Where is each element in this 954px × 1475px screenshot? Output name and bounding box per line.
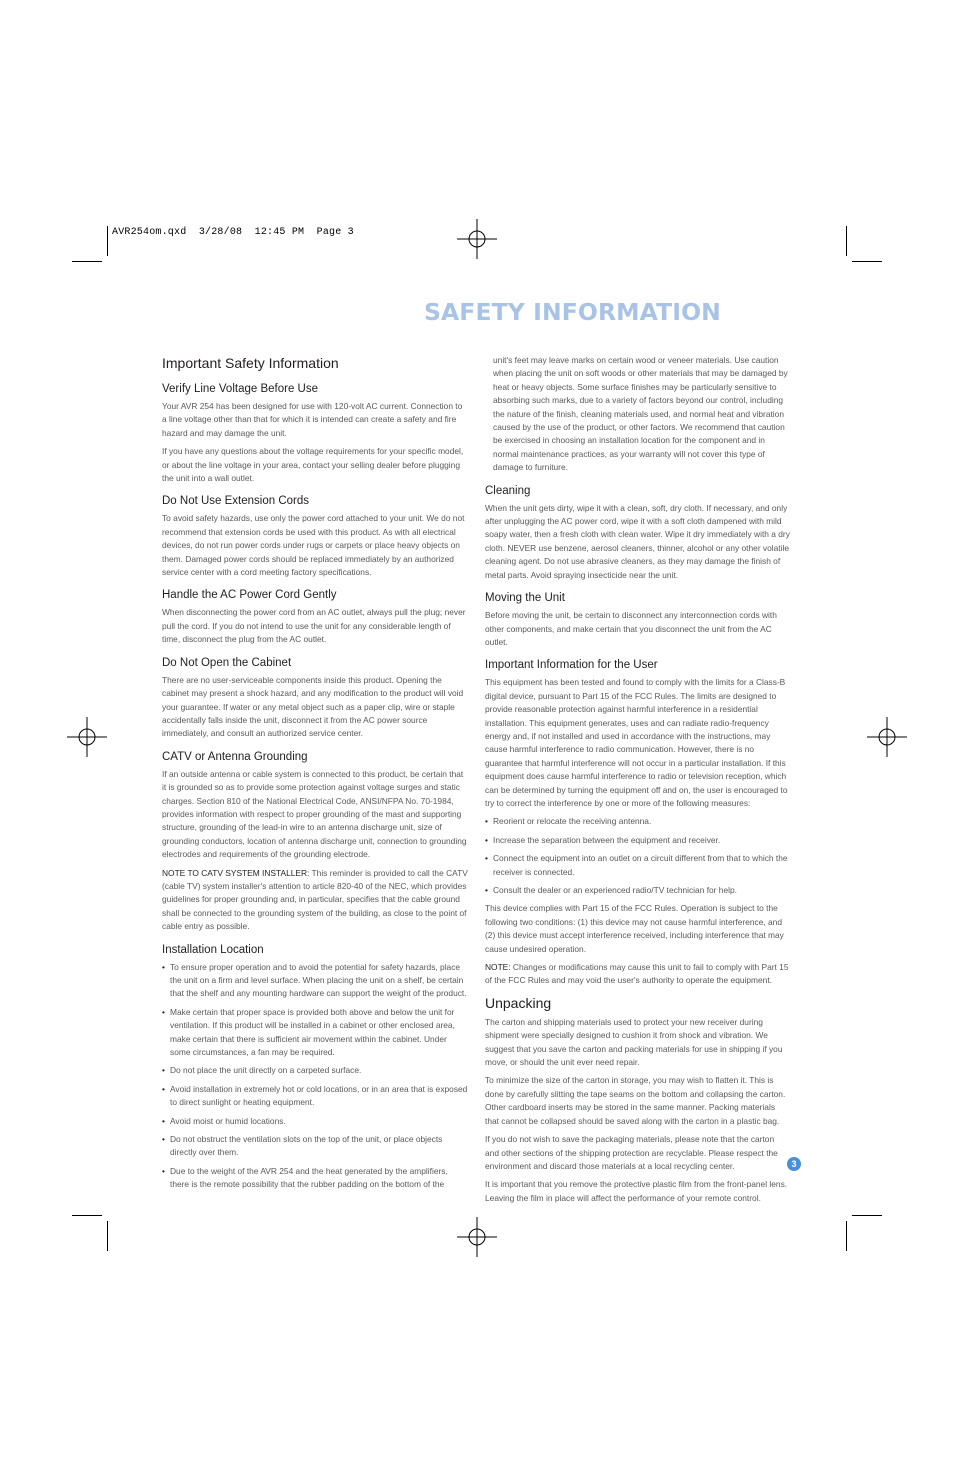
list-item: • Do not obstruct the ventilation slots on the top of the unit, or place objects directly over them.	[162, 1133, 468, 1160]
list-item: • Increase the separation between the equipment and receiver.	[485, 834, 790, 847]
list-item: • Connect the equipment into an outlet on a circuit different from that to which the receiver is connected.	[485, 852, 790, 879]
note-text: This reminder is provided to call the CATV (cable TV) system installer's attention to article 820-40 of the NEC, which provides guidelines for proper grounding and, in particular, specifies that the cable ground shall be connected to the grounding system of the building, as close to the point of cable entry as possible.	[162, 867, 468, 932]
subsection-title: Cleaning	[485, 484, 531, 497]
subsection-title: Do Not Open the Cabinet	[162, 656, 292, 669]
crop-mark	[852, 261, 882, 262]
paragraph: To minimize the size of the carton in storage, you may wish to flatten it. This is done by carefully slitting the tape seams on the bottom and collapsing the carton. Other cardboard inserts may be stored in the same manner. Packing materials that cannot be collapsed should be saved along with the carton in a plastic bag.	[485, 1075, 786, 1126]
paragraph: When the unit gets dirty, wipe it with a clean, soft, dry cloth. If necessary, and only after unplugging the AC power cord, wipe it with a soft cloth dampened with mild soapy water, then a fresh cloth with clean water. Wipe it dry immediately with a dry cloth. NEVER use benzene, aerosol cleaners, thinner, alcohol or any other volatile cleaning agent. Do not use abrasive cleaners, as they may damage the finish of metal parts. Avoid spraying insecticide near the unit.	[485, 502, 790, 580]
note-text: Changes or modifications may cause this unit to fail to comply with Part 15 of the FCC Rules and may void the user's authority to operate the equipment.	[485, 962, 789, 986]
subsection-title: CATV or Antenna Grounding	[162, 750, 308, 763]
registration-mark-icon	[867, 717, 907, 757]
note-paragraph	[485, 961, 790, 988]
paragraph: Your AVR 254 has been designed for use with 120-volt AC current. Connection to a line voltage other than that for which it is intended can create a safety and fire hazard and may damage the unit.	[162, 401, 463, 438]
subsection-title: Verify Line Voltage Before Use	[162, 383, 318, 395]
paragraph: If an outside antenna or cable system is connected to this product, be certain that it is grounded so as to provide some protection against voltage surges and static charges. Section 810 of the National Electrical Code, ANSI/NFPA No. 70-1984, provides information with respect to proper grounding of the mast and supporting structure, grounding of the lead-in wire to an antenna discharge unit, size of grounding conductors, location of antenna discharge unit, connection to grounding electrodes and requirements of the grounding electrode.	[162, 768, 467, 860]
crop-mark	[852, 1215, 882, 1216]
crop-mark	[72, 261, 102, 262]
paragraph: This equipment has been tested and found to comply with the limits for a Class-B digital device, pursuant to Part 15 of the FCC Rules. The limits are designed to provide reasonable protection against harmful interference in a residential installation. This equipment generates, uses and can radiate radio-frequency energy and, if not installed and used in accordance with the instructions, may cause harmful interference to radio communication. However, there is no guarantee that harmful interference will not occur in a particular installation. If this equipment does cause harmful interference to radio or television reception, which can be determined by turning the equipment off and on, the user is encouraged to try to correct the interference by one or more of the following measures:	[485, 677, 788, 808]
subsection-title: Handle the AC Power Cord Gently	[162, 589, 337, 602]
paragraph: Before moving the unit, be certain to disconnect any interconnection cords with other components, and make certain that you disconnect the unit from the AC outlet.	[485, 610, 777, 647]
section-heading: Unpacking	[485, 994, 552, 1011]
crop-mark	[107, 1221, 108, 1251]
note-paragraph	[162, 867, 468, 934]
paragraph: It is important that you remove the protective plastic film from the front-panel lens. Leaving the film in place will affect the performance of your remote control.	[485, 1179, 788, 1203]
subsection-title: Important Information for the User	[485, 659, 658, 672]
note-lead: NOTE:	[485, 962, 511, 973]
list-item: • Consult the dealer or an experienced radio/TV technician for help.	[485, 884, 790, 897]
subsection-title: Moving the Unit	[485, 592, 565, 605]
paragraph: If you have any questions about the voltage requirements for your specific model, or about the line voltage in your area, contact your selling dealer before plugging the unit into a wall outlet.	[162, 446, 464, 484]
paragraph: When disconnecting the power cord from an AC outlet, always pull the plug; never pull the cord. If you do not intend to use the unit for any considerable length of time, disconnect the plug from the AC outlet.	[162, 607, 466, 645]
crop-mark	[846, 226, 847, 256]
paragraph: The carton and shipping materials used to protect your new receiver during shipment were specially designed to cushion it from shock and vibration. We suggest that you save the carton and packing materials for use in shipping if you move, or should the unit ever need repair.	[485, 1016, 783, 1068]
note-lead: NOTE TO CATV SYSTEM INSTALLER:	[162, 867, 310, 878]
crop-mark	[107, 226, 108, 256]
list-item: • Do not place the unit directly on a carpeted surface.	[162, 1064, 468, 1077]
paragraph: This device complies with Part 15 of the FCC Rules. Operation is subject to the following two conditions: (1) this device may not cause harmful interference, and (2) this device must accept interference received, including interference that may cause undesired operation.	[485, 903, 784, 954]
left-column	[162, 354, 468, 1197]
registration-mark-icon	[457, 1217, 497, 1257]
registration-mark-icon	[457, 219, 497, 259]
bullet-list	[485, 815, 790, 897]
bullet-list	[162, 961, 468, 1192]
crop-mark	[846, 1221, 847, 1251]
subsection-title: Installation Location	[162, 943, 264, 956]
paragraph: To avoid safety hazards, use only the power cord attached to your unit. We do not recommend that extension cords be used with this product. As with all electrical devices, do not run power cords under rugs or carpets or place heavy objects on them. Damaged power cords should be replaced immediately by an authorized service center with a cord meeting factory specifications.	[162, 513, 465, 578]
crop-mark	[72, 1215, 102, 1216]
list-item: • Reorient or relocate the receiving antenna.	[485, 815, 790, 828]
subsection-title: Do Not Use Extension Cords	[162, 495, 310, 508]
page-title: SAFETY INFORMATION	[424, 298, 721, 326]
list-item: • To ensure proper operation and to avoid the potential for safety hazards, place the unit on a firm and level surface. When placing the unit on a shelf, be certain that the shelf and any mounting hardware can support the weight of the product.	[162, 961, 468, 1001]
right-column	[485, 354, 790, 1210]
list-item: • Make certain that proper space is provided both above and below the unit for ventilation. If this product will be installed in a cabinet or other enclosed area, make certain that there is sufficient air movement within the cabinet. Under some circumstances, a fan may be required.	[162, 1006, 468, 1060]
list-item: • Due to the weight of the AVR 254 and the heat generated by the amplifiers, there is the remote possibility that the rubber padding on the bottom of the	[162, 1165, 468, 1192]
list-item: • Avoid moist or humid locations.	[162, 1115, 468, 1128]
print-slug: AVR254om.qxd 3/28/08 12:45 PM Page 3	[112, 227, 354, 238]
registration-mark-icon	[67, 717, 107, 757]
page-number-badge: 3	[787, 1157, 801, 1171]
list-item: • Avoid installation in extremely hot or cold locations, or in an area that is exposed to direct sunlight or heating equipment.	[162, 1083, 468, 1110]
paragraph: There are no user-serviceable components inside this product. Opening the cabinet may present a shock hazard, and any modification to the product will void your guarantee. If water or any metal object such as a paper clip, wire or staple accidentally falls inside the unit, disconnect it from the AC power source immediately, and consult an authorized service center.	[162, 674, 464, 739]
section-heading: Important Safety Information	[162, 355, 339, 371]
continued-paragraph: unit's feet may leave marks on certain wood or veneer materials. Use caution when placing the unit on soft woods or other materials that may be damaged by heat or heavy objects. Some surface finishes may be particularly sensitive to absorbing such marks, due to a variety of factors beyond our control, including the nature of the finish, cleaning materials used, and normal heat and vibration caused by the use of the product, or other factors. We recommend that caution be exercised in choosing an installation location for the component and in normal maintenance practices, as your warranty will not cover this type of damage to furniture.	[493, 355, 788, 473]
paragraph: If you do not wish to save the packaging materials, please note that the carton and other sections of the shipping protection are recyclable. Please respect the environment and discard those materials at a local recycling center.	[485, 1134, 778, 1171]
